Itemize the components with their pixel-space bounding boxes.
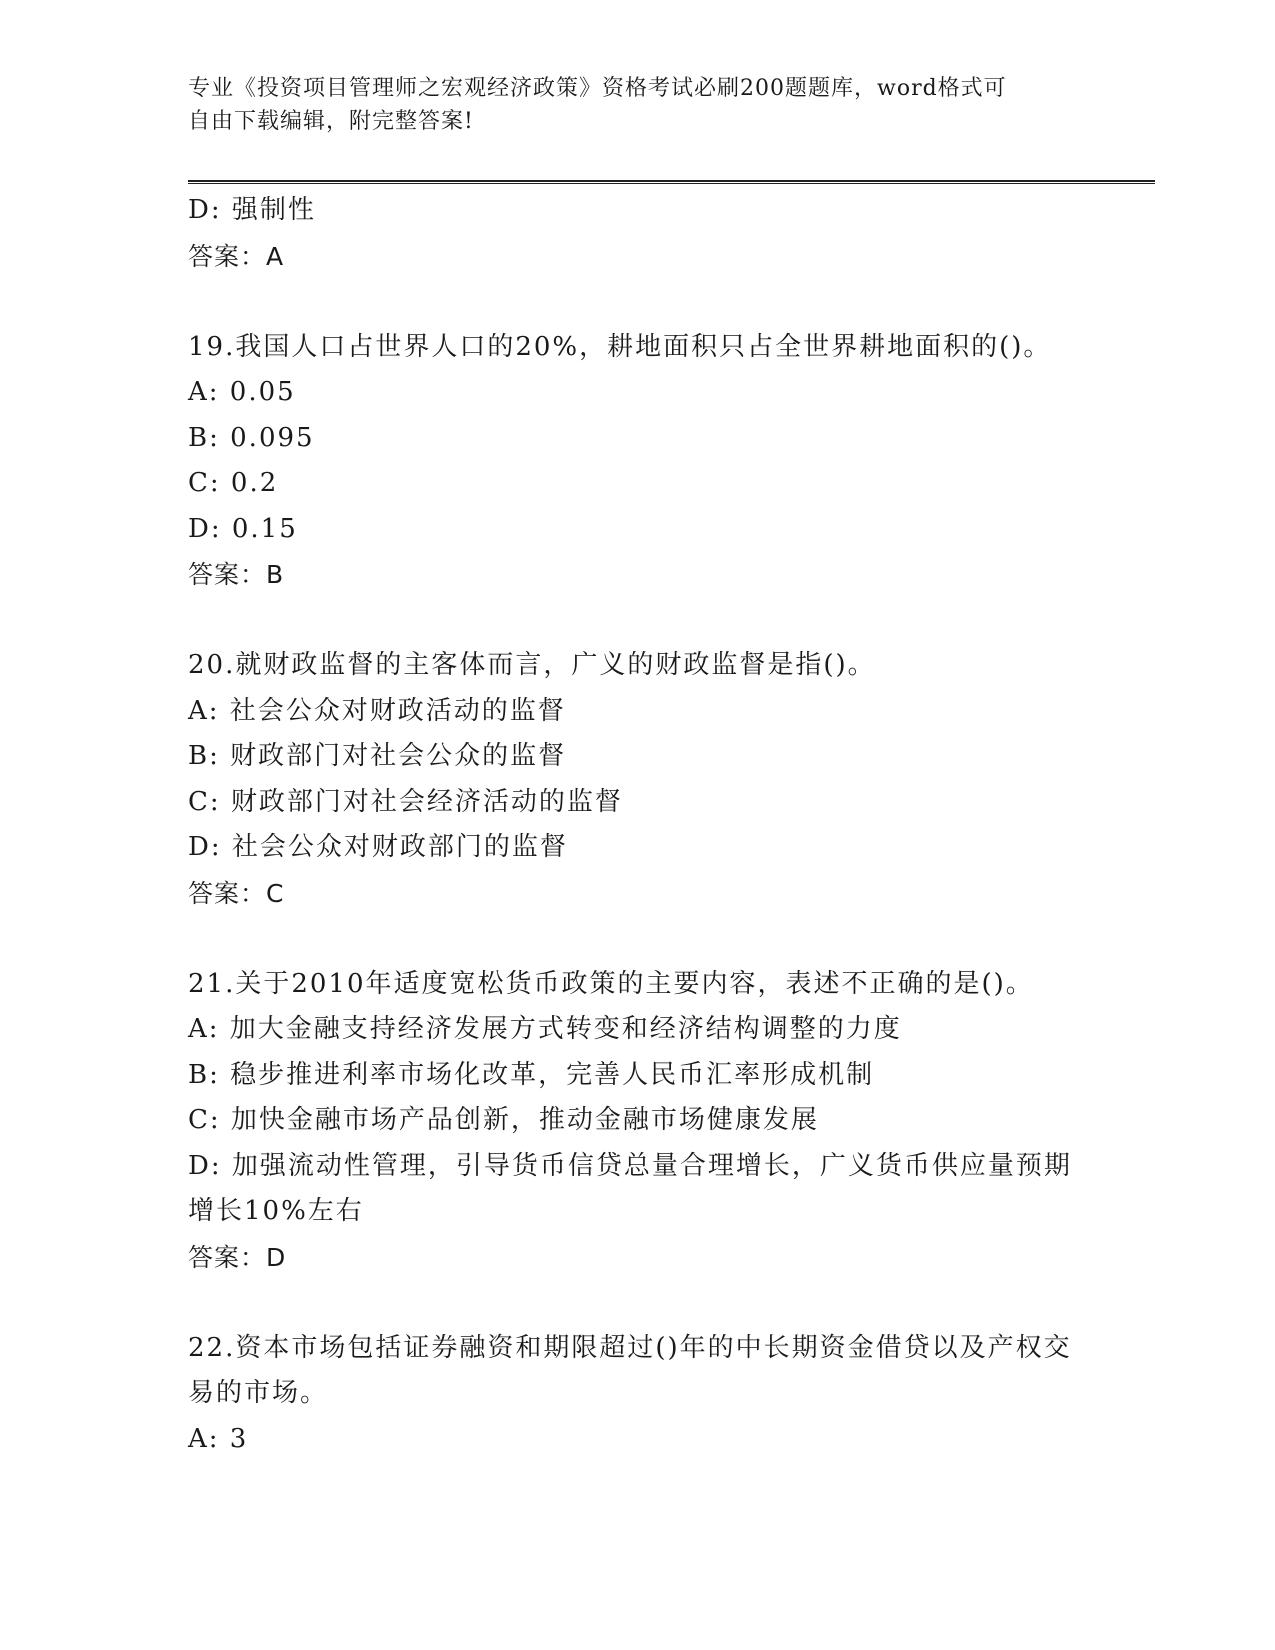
spacer	[188, 1280, 1088, 1326]
option-c: C: 财政部门对社会经济活动的监督	[188, 786, 623, 817]
option-a: A: 0.05	[188, 377, 296, 407]
header-divider	[188, 180, 1155, 184]
question-22	[188, 1326, 1088, 1463]
option-b: B: 财政部门对社会公众的监督	[188, 741, 567, 771]
answer: 答案：D	[188, 1242, 287, 1272]
option-c: C: 0.2	[188, 468, 279, 498]
question-stem: 22.资本市场包括证券融资和期限超过()年的中长期资金借贷以及产权交易的市场。	[188, 1332, 1072, 1408]
option-d: D: 加强流动性管理，引导货币信贷总量合理增长，广义货币供应量预期增长10%左右	[188, 1150, 1072, 1226]
document-header	[188, 72, 1068, 138]
question-stem: 21.关于2010年适度宽松货币政策的主要内容，表述不正确的是()。	[188, 968, 1034, 999]
option-d: D: 社会公众对财政部门的监督	[188, 832, 568, 862]
option-b: B: 0.095	[188, 422, 315, 453]
prev-answer: 答案：A	[188, 241, 285, 271]
spacer	[188, 916, 1088, 962]
prev-option-d: D: 强制性	[188, 195, 316, 225]
spacer	[188, 279, 1088, 325]
question-20	[188, 643, 1088, 916]
header-line-2: 自由下载编辑，附完整答案!	[188, 109, 474, 134]
option-c: C: 加快金融市场产品创新，推动金融市场健康发展	[188, 1105, 819, 1135]
answer: 答案：B	[188, 560, 285, 589]
answer: 答案：C	[188, 878, 285, 908]
option-d: D: 0.15	[188, 513, 298, 544]
document-body	[188, 188, 1088, 1462]
option-a: A: 3	[188, 1423, 249, 1454]
question-stem: 19.我国人口占世界人口的20%，耕地面积只占全世界耕地面积的()。	[188, 331, 1052, 362]
header-line-1: 专业《投资项目管理师之宏观经济政策》资格考试必刷200题题库，word格式可	[188, 76, 1007, 101]
question-stem: 20.就财政监督的主客体而言，广义的财政监督是指()。	[188, 650, 876, 680]
option-a: A: 加大金融支持经济发展方式转变和经济结构调整的力度	[188, 1014, 902, 1044]
question-21	[188, 962, 1088, 1281]
question-19	[188, 325, 1088, 598]
spacer	[188, 598, 1088, 644]
option-b: B: 稳步推进利率市场化改革，完善人民币汇率形成机制	[188, 1059, 875, 1090]
option-a: A: 社会公众对财政活动的监督	[188, 695, 566, 726]
